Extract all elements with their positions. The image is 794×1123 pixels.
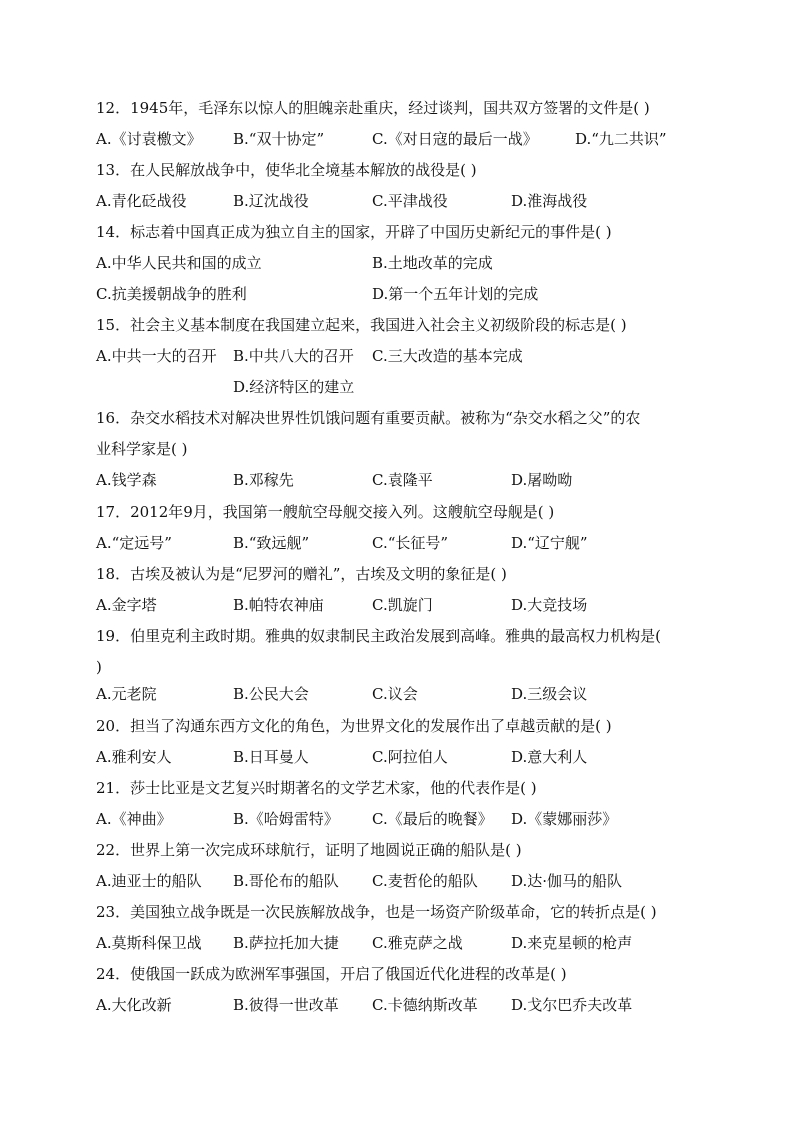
question-16-stem-line1: 16．杂交水稻技术对解决世界性饥饿问题有重要贡献。被称为“杂交水稻之父”的农: [96, 409, 641, 427]
question-22-option-b: B.哥伦布的船队: [233, 872, 339, 890]
question-14-option-a: A.中华人民共和国的成立: [96, 254, 262, 272]
question-14-option-c: C.抗美援朝战争的胜利: [96, 285, 247, 303]
question-12-option-c: C.《对日寇的最后一战》: [372, 130, 538, 148]
question-13-option-b: B.辽沈战役: [233, 192, 309, 210]
question-23-stem: 23．美国独立战争既是一次民族解放战争，也是一场资产阶级革命，它的转折点是( ): [96, 903, 657, 921]
question-19-option-b: B.公民大会: [233, 685, 309, 703]
question-19-option-d: D.三级会议: [511, 685, 588, 703]
question-12-option-d: D.“九二共识”: [575, 130, 667, 148]
question-13-option-a: A.青化砭战役: [96, 192, 187, 210]
question-15-option-a: A.中共一大的召开: [96, 347, 217, 365]
question-12-stem: 12．1945年，毛泽东以惊人的胆魄亲赴重庆，经过谈判，国共双方签署的文件是( ): [96, 99, 650, 117]
question-21-stem: 21．莎士比亚是文艺复兴时期著名的文学艺术家，他的代表作是( ): [96, 779, 537, 797]
question-24-option-d: D.戈尔巴乔夫改革: [511, 996, 633, 1014]
question-18-stem: 18．古埃及被认为是“尼罗河的赠礼”，古埃及文明的象征是( ): [96, 565, 507, 583]
question-20-option-d: D.意大利人: [511, 748, 588, 766]
question-15-option-b: B.中共八大的召开: [233, 347, 354, 365]
question-22-stem: 22．世界上第一次完成环球航行，证明了地圆说正确的船队是( ): [96, 841, 522, 859]
question-13-option-c: C.平津战役: [372, 192, 448, 210]
question-18-option-c: C.凯旋门: [372, 596, 433, 614]
question-19-stem-line1: 19．伯里克利主政时期。雅典的奴隶制民主政治发展到高峰。雅典的最高权力机构是(: [96, 627, 661, 645]
question-18-option-d: D.大竞技场: [511, 596, 588, 614]
question-21-option-d: D.《蒙娜丽莎》: [511, 810, 618, 828]
question-17-option-c: C.“长征号”: [372, 534, 449, 552]
question-21-option-c: C.《最后的晚餐》: [372, 810, 493, 828]
question-19-option-c: C.议会: [372, 685, 418, 703]
question-14-stem: 14．标志着中国真正成为独立自主的国家，开辟了中国历史新纪元的事件是( ): [96, 223, 612, 241]
question-18-option-b: B.帕特农神庙: [233, 596, 324, 614]
question-15-option-d: D.经济特区的建立: [233, 378, 355, 396]
question-19-option-a: A.元老院: [96, 685, 157, 703]
question-15-option-c: C.三大改造的基本完成: [372, 347, 523, 365]
question-22-option-d: D.达·伽马的船队: [511, 872, 623, 890]
question-16-option-a: A.钱学森: [96, 471, 157, 489]
question-24-option-b: B.彼得一世改革: [233, 996, 339, 1014]
question-20-option-c: C.阿拉伯人: [372, 748, 448, 766]
question-16-option-d: D.屠呦呦: [511, 471, 573, 489]
question-22-option-a: A.迪亚士的船队: [96, 872, 202, 890]
question-24-option-a: A.大化改新: [96, 996, 172, 1014]
question-16-stem-line2: 业科学家是( ): [96, 440, 188, 458]
question-20-option-a: A.雅利安人: [96, 748, 172, 766]
question-23-option-c: C.雅克萨之战: [372, 934, 463, 952]
question-20-option-b: B.日耳曼人: [233, 748, 309, 766]
question-13-stem: 13．在人民解放战争中，使华北全境基本解放的战役是( ): [96, 161, 477, 179]
question-24-stem: 24．使俄国一跃成为欧洲军事强国，开启了俄国近代化进程的改革是( ): [96, 965, 567, 983]
question-16-option-b: B.邓稼先: [233, 471, 294, 489]
question-21-option-b: B.《哈姆雷特》: [233, 810, 339, 828]
question-21-option-a: A.《神曲》: [96, 810, 172, 828]
question-15-stem: 15．社会主义基本制度在我国建立起来，我国进入社会主义初级阶段的标志是( ): [96, 316, 627, 334]
question-12-option-a: A.《讨袁檄文》: [96, 130, 202, 148]
question-12-option-b: B.“双十协定”: [233, 130, 325, 148]
question-19-stem-line2: ): [96, 658, 102, 676]
question-14-option-b: B.土地改革的完成: [372, 254, 493, 272]
question-23-option-a: A.莫斯科保卫战: [96, 934, 202, 952]
question-22-option-c: C.麦哲伦的船队: [372, 872, 478, 890]
question-17-option-a: A.“定远号”: [96, 534, 172, 552]
question-14-option-d: D.第一个五年计划的完成: [372, 285, 539, 303]
question-17-option-b: B.“致远舰”: [233, 534, 310, 552]
question-23-option-d: D.来克星顿的枪声: [511, 934, 633, 952]
question-24-option-c: C.卡德纳斯改革: [372, 996, 478, 1014]
question-20-stem: 20．担当了沟通东西方文化的角色，为世界文化的发展作出了卓越贡献的是( ): [96, 717, 612, 735]
question-23-option-b: B.萨拉托加大捷: [233, 934, 339, 952]
question-17-option-d: D.“辽宁舰”: [511, 534, 588, 552]
question-13-option-d: D.淮海战役: [511, 192, 588, 210]
question-16-option-c: C.袁隆平: [372, 471, 433, 489]
question-17-stem: 17．2012年9月，我国第一艘航空母舰交接入列。这艘航空母舰是( ): [96, 503, 555, 521]
question-18-option-a: A.金字塔: [96, 596, 157, 614]
